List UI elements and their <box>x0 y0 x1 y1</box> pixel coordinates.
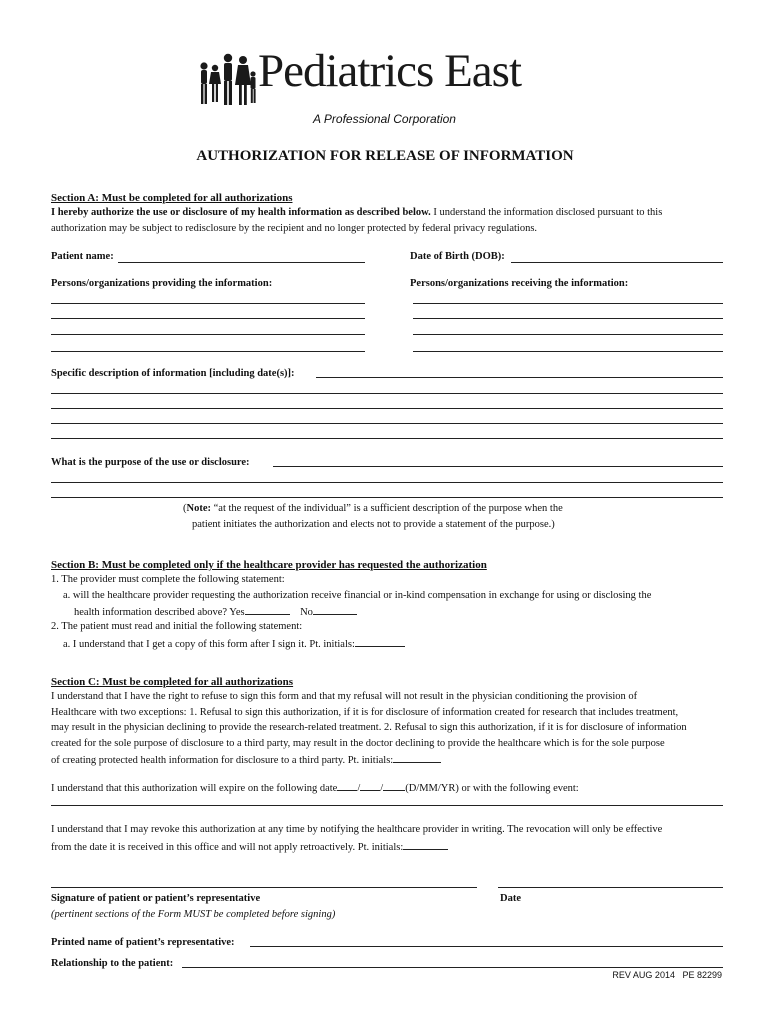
section-c-para-line-5-text: of creating protected health information for disclosure to a third party. Pt. initials: <box>51 755 394 766</box>
providing-field-2[interactable] <box>51 318 365 319</box>
receiving-field-3[interactable] <box>413 334 723 335</box>
section-a-intro-line2: authorization may be subject to redisclosure by the recipient and no longer protected by federal privacy regulations. <box>51 223 538 234</box>
receiving-label: Persons/organizations receiving the information: <box>410 278 629 289</box>
expire-year-field[interactable] <box>383 779 405 791</box>
copy-statement: a. I understand that I get a copy of this form after I sign it. Pt. initials: <box>63 639 355 650</box>
no-label: No <box>300 607 313 618</box>
providing-label: Persons/organizations providing the information: <box>51 278 273 289</box>
page-title: AUTHORIZATION FOR RELEASE OF INFORMATION <box>196 148 574 164</box>
section-c-para-line-1: I understand that I have the right to refuse to sign this form and that my refusal will not result in the physician conditioning the provision of <box>51 691 638 702</box>
date-field[interactable] <box>498 887 723 888</box>
signature-note: (pertinent sections of the Form MUST be completed before signing) <box>51 909 336 920</box>
date-label: Date <box>500 893 521 904</box>
relationship-field[interactable] <box>182 967 723 968</box>
printed-name-label: Printed name of patient’s representative: <box>51 937 235 948</box>
yes-field[interactable] <box>245 603 290 615</box>
description-field-5[interactable] <box>51 438 723 439</box>
compensation-question: health information described above? Yes <box>74 607 245 618</box>
expiration-event-field[interactable] <box>51 805 723 806</box>
description-field-4[interactable] <box>51 423 723 424</box>
description-field-1[interactable] <box>316 377 723 378</box>
revoke-line-1: I understand that I may revoke this authorization at any time by notifying the healthcare provider in writing. The revocation will only be effective <box>51 824 663 835</box>
signature-field[interactable] <box>51 887 477 888</box>
providing-field-1[interactable] <box>51 303 365 304</box>
description-field-2[interactable] <box>51 393 723 394</box>
patient-name-label: Patient name: <box>51 251 114 262</box>
section-a-intro <box>51 205 731 221</box>
section-b-item1: 1. The provider must complete the following statement: <box>51 574 285 585</box>
expiration-statement: I understand that this authorization will expire on the following date / / (D/MM/YR) or with the following event: <box>51 779 579 797</box>
no-field[interactable] <box>313 603 357 615</box>
providing-field-4[interactable] <box>51 351 365 352</box>
section-c-heading: Section C: Must be completed for all authorizations <box>51 676 294 688</box>
purpose-field-2[interactable] <box>51 482 723 483</box>
section-c-para-line-3: may result in the physician declining to provide the research-related treatment. 2. Refusal to sign this authorization, if it is for disclosure of information <box>51 722 687 733</box>
revoke-line-2-text: from the date it is received in this office and will not apply retroactively. Pt. initials: <box>51 842 404 853</box>
note-label: Note: <box>186 503 211 514</box>
patient-name-field[interactable] <box>118 262 365 263</box>
expire-month-field[interactable] <box>360 779 380 791</box>
receiving-field-4[interactable] <box>413 351 723 352</box>
receiving-field-1[interactable] <box>413 303 723 304</box>
purpose-field-1[interactable] <box>273 466 723 467</box>
description-label: Specific description of information [including date(s)]: <box>51 368 295 379</box>
receiving-field-2[interactable] <box>413 318 723 319</box>
note-line1: “at the request of the individual” is a sufficient description of the purpose when the <box>211 503 563 514</box>
revision-code: REV AUG 2014 PE 82299 <box>612 970 722 980</box>
purpose-field-3[interactable] <box>51 497 723 498</box>
providing-field-3[interactable] <box>51 334 365 335</box>
logo <box>196 45 586 110</box>
relationship-label: Relationship to the patient: <box>51 958 174 969</box>
expire-text-b: (D/MM/YR) or with the following event: <box>405 783 579 794</box>
revoke-line-2 <box>51 838 448 856</box>
revoke-initials-field[interactable] <box>403 838 448 850</box>
expire-text-a: I understand that this authorization will expire on the following date <box>51 783 338 794</box>
dob-label: Date of Birth (DOB): <box>410 251 505 262</box>
family-silhouette-icon <box>196 52 258 108</box>
refusal-initials-field[interactable] <box>393 751 441 763</box>
section-b-heading: Section B: Must be completed only if the healthcare provider has requested the authorization <box>51 559 487 571</box>
dob-field[interactable] <box>511 262 723 263</box>
section-b-item1a: a. will the healthcare provider requesting the authorization receive financial or in-kind compensation in exchange for using or disclosing the <box>63 590 652 601</box>
section-c-para-line-2: Healthcare with two exceptions: 1. Refusal to sign this authorization, if it is for disclosure of information created for research that includes treatment, <box>51 707 679 718</box>
note-line2: patient initiates the authorization and elects not to provide a statement of the purpose.) <box>192 519 555 530</box>
signature-label: Signature of patient or patient’s representative <box>51 893 261 904</box>
section-b-item2: 2. The patient must read and initial the following statement: <box>51 621 303 632</box>
brand-name: Pediatrics East <box>258 45 522 97</box>
section-a-heading: Section A: Must be completed for all authorizations <box>51 192 293 204</box>
copy-initials-field[interactable] <box>355 635 405 647</box>
section-a-intro-bold: I hereby authorize the use or disclosure of my health information as described below. <box>51 207 431 218</box>
section-c-para-line-4: created for the sole purpose of disclosure to a third party, may result in the doctor declining to provide the healthcare which is for the sole purpose <box>51 738 665 749</box>
section-b-item2a <box>63 635 405 653</box>
purpose-label: What is the purpose of the use or disclosure: <box>51 457 250 468</box>
section-a-intro-rest: I understand the information disclosed pursuant to this <box>430 207 663 218</box>
purpose-note: (Note: “at the request of the individual” is a sufficient description of the purpose when the <box>183 503 563 514</box>
expire-day-field[interactable] <box>337 779 357 791</box>
brand-subtitle: A Professional Corporation <box>313 112 456 126</box>
description-field-3[interactable] <box>51 408 723 409</box>
section-c-para-line-5 <box>51 751 441 769</box>
printed-name-field[interactable] <box>250 946 723 947</box>
